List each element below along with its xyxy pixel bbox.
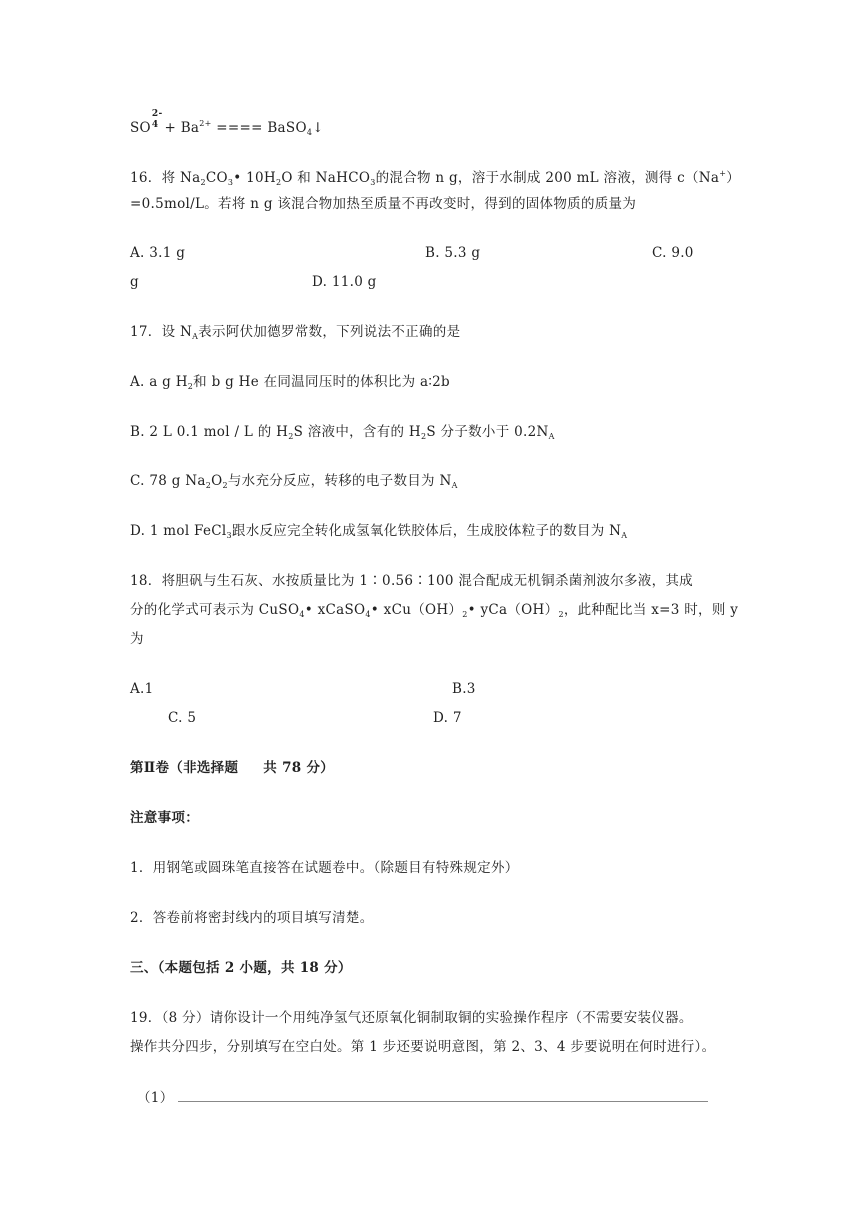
notice-item-2: 2．答卷前将密封线内的项目填写清楚。 (130, 910, 374, 926)
barium-charge: 2+ (199, 119, 212, 128)
q16-stem-line2: =0.5mol/L。若将 n g 该混合物加热至质量不再改变时，得到的固体物质的质量为 (130, 196, 637, 212)
answer-label: （1） (137, 1090, 174, 1106)
q16-option-c: C. 9.0 (652, 245, 694, 261)
q17-stem: 17．设 $N_A$表示阿伏加德罗常数，下列说法不正确的是 (130, 324, 461, 341)
barium-ion: + Ba (159, 120, 200, 136)
q18-stem-line1: 18．将胆矾与生石灰、水按质量比为 1∶0.56∶100 混合配成无机铜杀菌剂波尔多液，其成 (130, 573, 693, 589)
q16-option-b: B. 5.3 g (425, 245, 481, 261)
q17-option-d: D. 1 mol FeCl$_3$跟水反应完全转化成氢氧化铁胶体后，生成胶体粒子的数目为 $N_A$ (130, 523, 628, 540)
q18-stem-line3: 为 (130, 631, 144, 647)
q16-option-c-unit: g (130, 274, 139, 290)
notice-heading: 注意事项： (130, 810, 199, 826)
baso4-subscript: 4 (306, 128, 313, 137)
q16-stem-line1: 16．将 $Na_2CO_3•$ $10H_2O$ 和 NaHCO$_3$的混合物 n g，溶于水制成 200 mL 溶液，测得 c（Na+） (130, 169, 741, 187)
q17-option-a: A. a g $H_2$和 b g He 在同温同压时的体积比为 a∶2b (130, 374, 450, 391)
q18-option-a: A.1 (130, 681, 154, 697)
q19-stem-line1: 19．（8 分）请你设计一个用纯净氢气还原氧化铜制取铜的实验操作程序（不需要安装仪器。 (130, 1010, 693, 1026)
ionic-equation (130, 109, 324, 143)
q16-option-a: A. 3.1 g (130, 245, 186, 261)
q19-stem-line2: 操作共分四步，分别填写在空白处。第 1 步还要说明意图，第 2、3、4 步要说明在何时进行）。 (130, 1039, 716, 1055)
part-three-heading: 三、（本题包括 2 小题，共 18 分） (130, 960, 352, 976)
precipitate-arrow: ↓ (312, 120, 324, 136)
notice-item-1: 1．用钢笔或圆珠笔直接答在试题卷中。（除题目有特殊规定外） (130, 860, 519, 876)
q18-stem-line2: 分的化学式可表示为 CuSO$_4$• xCaSO$_4$• $xCu(OH)_2•$ $yCa(OH)_2$，此种配比当 x=3 时，则 y (130, 602, 739, 619)
sulfate-charge: 2- 4 (151, 109, 163, 130)
q18-option-b: B.3 (452, 681, 476, 697)
q18-option-d: D. 7 (433, 710, 462, 726)
q17-option-b: B. 2 L 0.1 mol / L 的 $H_2S$ 溶液中，含有的 $H_2S$ 分子数小于 $0.2N_A$ (130, 424, 555, 441)
q17-option-c: C. 78 g $Na_2O_2$与水充分反应，转移的电子数目为 $N_A$ (130, 473, 458, 490)
answer-blank-line[interactable] (178, 1089, 708, 1102)
q16-option-d: D. 11.0 g (312, 274, 377, 290)
q19-answer-1 (137, 1088, 708, 1108)
section-title: 第Ⅱ卷（非选择题 共 78 分） (130, 760, 335, 776)
sulfate-formula: SO (130, 120, 151, 136)
equation-arrow: ==== BaSO (211, 120, 307, 136)
q18-option-c: C. 5 (168, 710, 197, 726)
